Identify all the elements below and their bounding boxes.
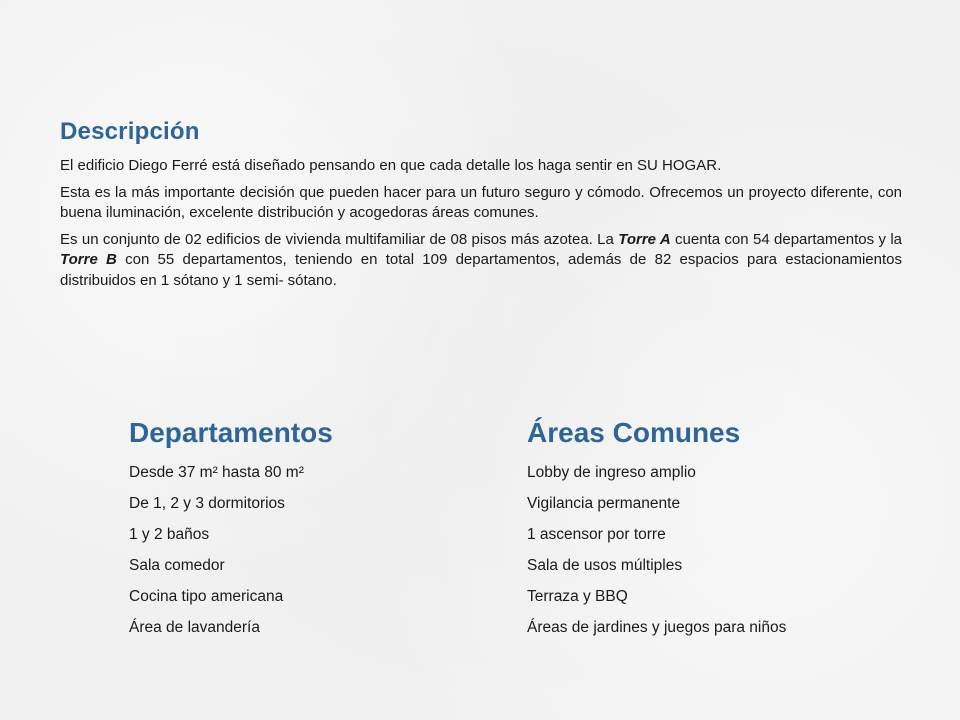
paragraph-3-text-b: cuenta con 54 departamentos y la [670,230,902,248]
list-item: De 1, 2 y 3 dormitorios [129,495,285,512]
departamentos-title: Departamentos [129,417,333,448]
list-item: 1 y 2 baños [129,526,210,543]
areas-comunes-section [527,415,907,649]
departamentos-list [129,463,459,638]
description-paragraph-2: Esta es la más importante decisión que pueden hacer para un futuro seguro y cómodo. Ofrecemos un proyecto diferente, con buena iluminación, excelente distribución y acogedoras áreas comunes. [60,183,902,221]
list-item: Sala comedor [129,557,225,574]
list-item: Vigilancia permanente [527,495,681,512]
description-paragraph-3 [60,230,902,292]
list-item: Lobby de ingreso amplio [527,464,696,481]
torre-a-label: Torre A [618,230,671,248]
paragraph-3-text-c: con 55 departamentos, teniendo en total 109 departamentos, además de 82 espacios para estacionamientos distribuidos en 1 sótano y 1 semi- sótano. [60,251,902,289]
description-title: Descripción [60,118,200,145]
torre-b-label: Torre B [60,251,117,268]
list-item: 1 ascensor por torre [527,526,666,543]
list-item: Terraza y BBQ [527,588,628,605]
description-section [60,118,902,297]
areas-comunes-title: Áreas Comunes [527,417,741,448]
list-item: Cocina tipo americana [129,588,284,605]
paragraph-3-text-a: Es un conjunto de 02 edificios de vivienda multifamiliar de 08 pisos más azotea. La [60,230,619,248]
areas-comunes-list [527,463,907,638]
list-item: Sala de usos múltiples [527,557,683,574]
list-item: Áreas de jardines y juegos para niños [527,619,787,636]
departamentos-section [129,415,459,649]
description-paragraph-1: El edificio Diego Ferré está diseñado pensando en que cada detalle los haga sentir en SU HOGAR. [60,157,722,174]
list-item: Área de lavandería [129,619,260,636]
list-item: Desde 37 m² hasta 80 m² [129,464,304,481]
